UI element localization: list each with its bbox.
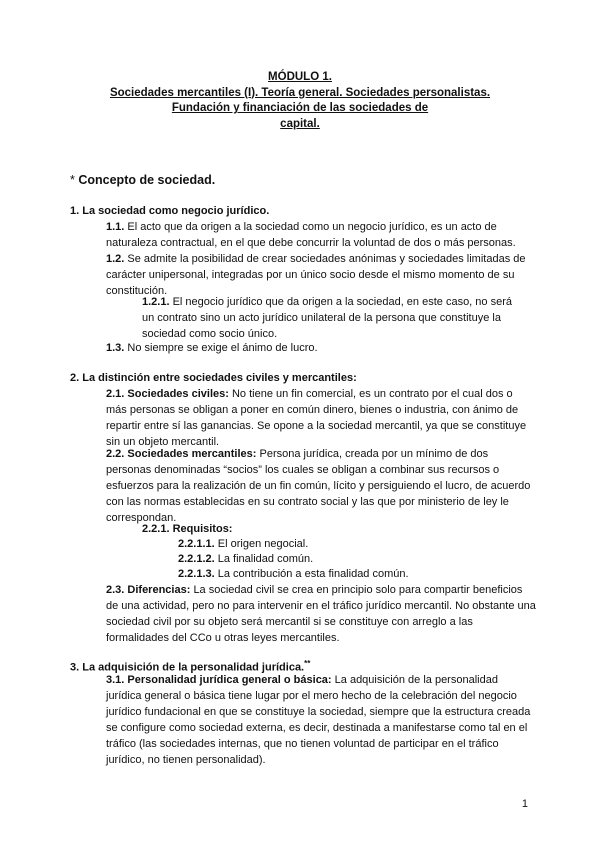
paragraph-2-2-1-1 <box>178 536 600 552</box>
paragraph-text: Se admite la posibilidad de crear sociedades anónimas y sociedades limitadas de carácter unipersonal, integradas por un único socio desde el mismo momento de su constitución. <box>106 253 526 297</box>
paragraph-text: El negocio jurídico que da origen a la sociedad, en este caso, no será un contrato sino un acto jurídico unilateral de la persona que constituye la sociedad como socio único. <box>142 296 512 340</box>
paragraph-1-2 <box>106 251 536 299</box>
paragraph-text: El acto que da origen a la sociedad como un negocio jurídico, es un acto de naturaleza contractual, en el que debe concurrir la voluntad de dos o más personas. <box>106 221 516 249</box>
paragraph-2-2-1-3 <box>178 566 600 582</box>
section-3-title: 3. La adquisición de la personalidad jurídica. <box>70 661 305 674</box>
paragraph-text: Persona jurídica, creada por un mínimo de dos personas denominadas “socios” los cuales se obligan a combinar sus recursos o esfuerzos para la realización de un fin común, lícito y persiguiendo el lucro, de acuerdo con las normas establecidas en su contrato social y las que por ministerio de ley le correspondan. <box>106 448 531 524</box>
page-number: 1 <box>521 798 528 810</box>
bullet-star: * <box>70 173 75 187</box>
module-header <box>0 70 600 132</box>
paragraph-text: No tiene un fin comercial, es un contrato por el cual dos o más personas se obligan a poner en común dinero, bienes o industria, con ánimo de repartir entre sí las ganancias. Se opone a la sociedad mercantil, ya que se constituye sin un objeto mercantil. <box>106 388 527 448</box>
module-title: MÓDULO 1. <box>268 71 332 83</box>
paragraph-2-1 <box>106 386 536 450</box>
section-2-heading: 2. La distinción entre sociedades civiles y mercantiles: <box>70 372 357 384</box>
paragraph-3-1 <box>106 672 536 768</box>
paragraph-label: 1.3. <box>106 342 125 354</box>
paragraph-1-2-1 <box>142 294 512 342</box>
paragraph-label: 2.2.1.2. <box>178 553 215 565</box>
concept-heading <box>70 172 215 188</box>
paragraph-label: 2.2. Sociedades mercantiles: <box>106 448 257 460</box>
concept-title: Concepto de sociedad. <box>78 173 216 187</box>
paragraph-label: 2.1. Sociedades civiles: <box>106 388 229 400</box>
paragraph-label: 2.2.1.1. <box>178 538 215 550</box>
paragraph-2-2-1 <box>142 521 512 537</box>
module-subtitle-line-2: Fundación y financiación de las sociedades de <box>171 102 429 114</box>
module-subtitle-line-3: capital. <box>280 117 320 130</box>
paragraph-text: La adquisición de la personalidad jurídica general o básica tiene lugar por el mero hecho de la celebración del negocio jurídico fundacional en que se constituye la sociedad, siempre que la estructura creada se configure como sociedad externa, es decir, destinada a manifestarse como tal en el tráfico (las sociedades internas, que no tienen voluntad de participar en el tráfico jurídico, no tienen personalidad). <box>106 674 531 766</box>
paragraph-2-3 <box>106 582 536 646</box>
paragraph-label: 1.2.1. <box>142 296 170 308</box>
paragraph-label: 2.2.1. Requisitos: <box>142 523 233 535</box>
paragraph-label: 1.2. <box>106 253 125 265</box>
module-subtitle-line-1: Sociedades mercantiles (I). Teoría general. Sociedades personalistas. <box>109 86 491 99</box>
paragraph-text: La contribución a esta finalidad común. <box>217 568 409 580</box>
paragraph-1-1 <box>106 219 536 251</box>
paragraph-text: La finalidad común. <box>217 553 314 565</box>
paragraph-text: El origen negocial. <box>217 538 309 550</box>
paragraph-1-3 <box>106 340 536 356</box>
paragraph-label: 3.1. Personalidad jurídica general o básica: <box>106 674 332 686</box>
footnote-mark: ** <box>304 659 311 668</box>
paragraph-2-2-1-2 <box>178 551 600 567</box>
paragraph-label: 1.1. <box>106 221 125 233</box>
paragraph-label: 2.3. Diferencias: <box>106 584 191 596</box>
section-1-heading: 1. La sociedad como negocio jurídico. <box>70 205 270 217</box>
paragraph-text: La sociedad civil se crea en principio solo para compartir beneficios de una actividad, pero no para intervenir en el tráfico jurídico mercantil. No obstante una sociedad civil por su objeto será mercantil si se constituye con arreglo a las formalidades del CCo u otras leyes mercantiles. <box>106 584 536 644</box>
paragraph-2-2 <box>106 446 536 526</box>
paragraph-label: 2.2.1.3. <box>178 568 215 580</box>
paragraph-text: No siempre se exige el ánimo de lucro. <box>127 342 318 354</box>
